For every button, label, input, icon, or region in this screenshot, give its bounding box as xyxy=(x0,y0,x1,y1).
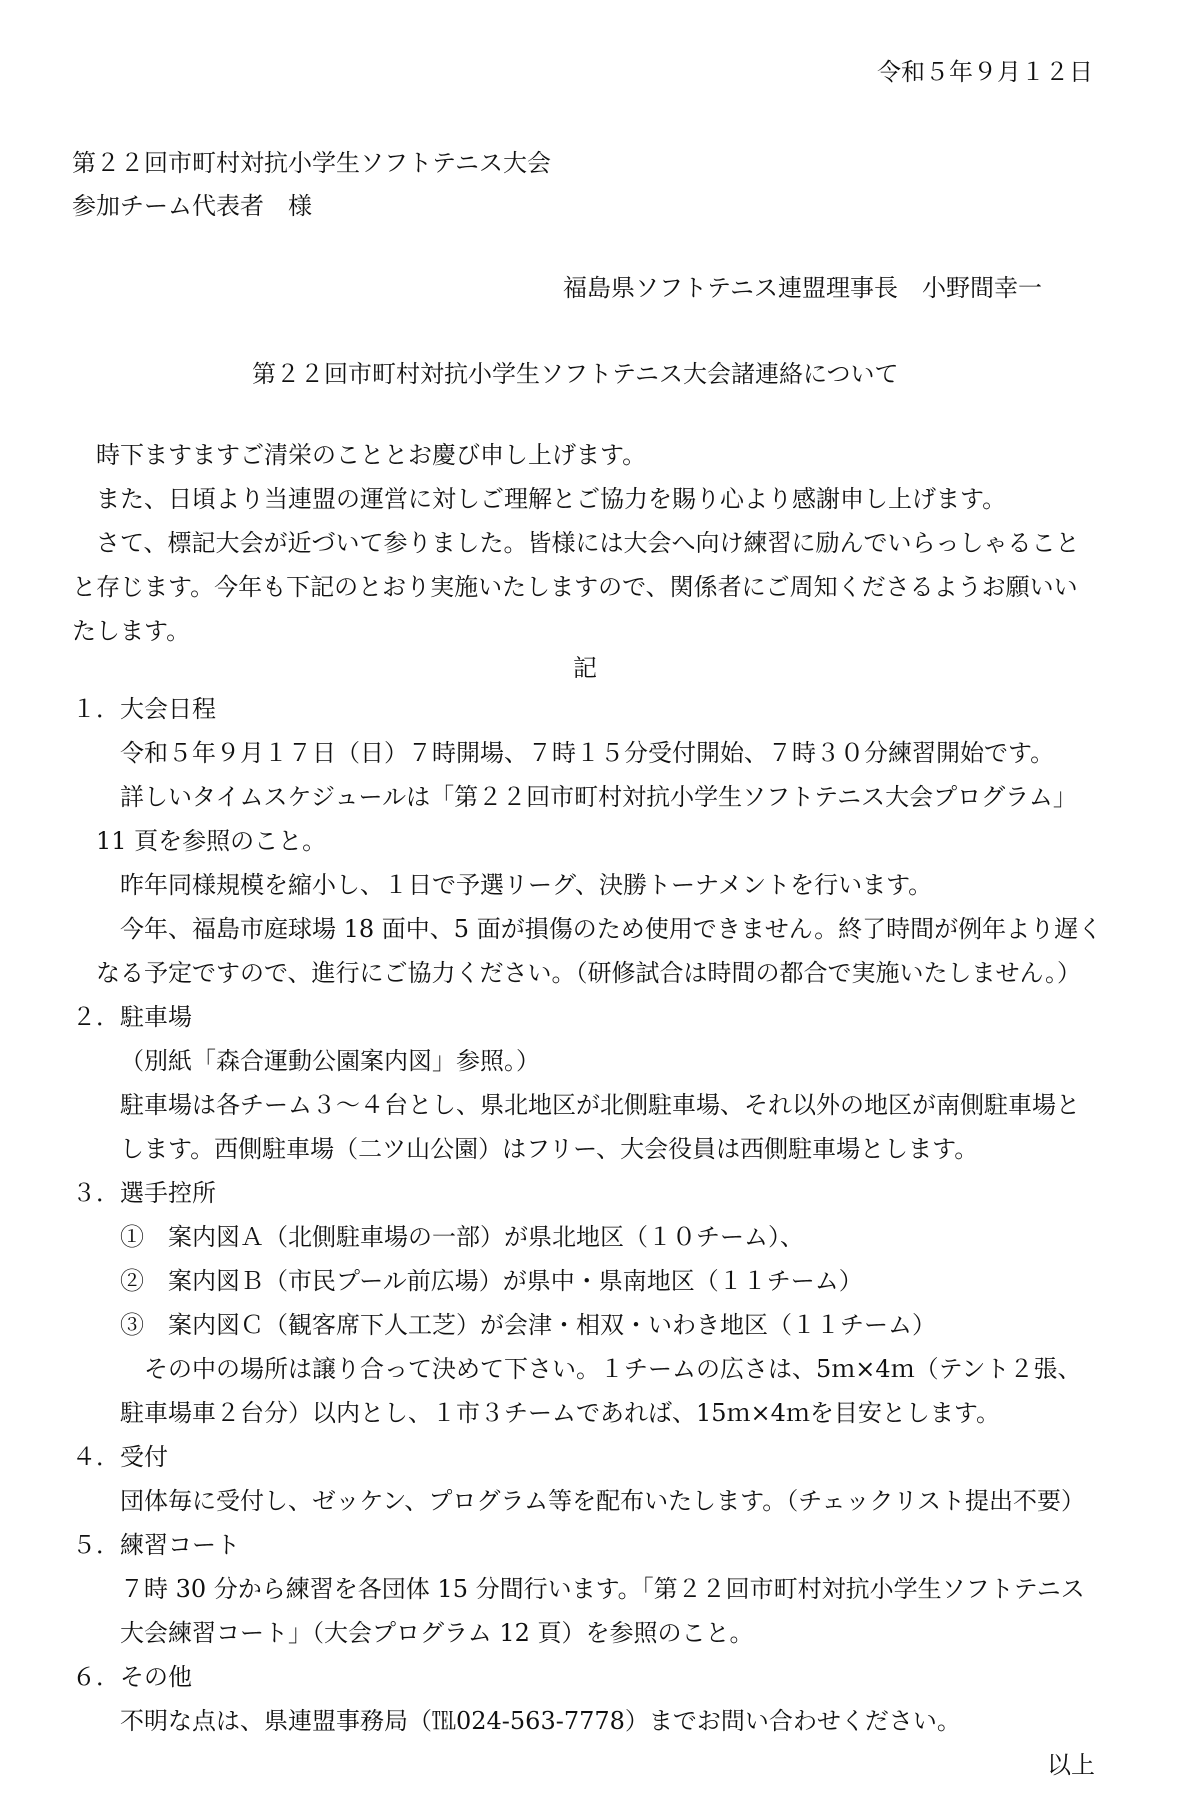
intro-line: また、日頃より当連盟の運営に対しご理解とご協力を賜り心より感謝申し上げます。 xyxy=(96,485,1007,513)
schedule-line: 11 頁を参照のこと。 xyxy=(96,827,327,855)
player-area-line: 駐車場車２台分）以内とし、１市３チームであれば、15ｍ×4ｍを目安とします。 xyxy=(120,1399,1000,1427)
player-area-line: ③ 案内図Ｃ（観客席下人工芝）が会津・相双・いわき地区（１１チーム） xyxy=(120,1311,936,1339)
player-area-line: ② 案内図Ｂ（市民プール前広場）が県中・県南地区（１１チーム） xyxy=(120,1267,863,1295)
parking-line: します。西側駐車場（二ツ山公園）はフリー、大会役員は西側駐車場とします。 xyxy=(120,1135,979,1163)
addressee-recipient: 参加チーム代表者 様 xyxy=(72,192,312,220)
schedule-line: なる予定ですので、進行にご協力ください。（研修試合は時間の都合で実施いたしません。） xyxy=(96,959,1081,987)
intro-line: さて、標記大会が近づいて参りました。皆様には大会へ向け練習に励んでいらっしゃること xyxy=(96,529,1080,557)
closing-mark: 以上 xyxy=(1047,1751,1095,1779)
reception-line: 団体毎に受付し、ゼッケン、プログラム等を配布いたします。（チェックリスト提出不要） xyxy=(120,1487,1086,1515)
sender: 福島県ソフトテニス連盟理事長 小野間幸一 xyxy=(563,274,1043,302)
schedule-line: 昨年同様規模を縮小し、１日で予選リーグ、決勝トーナメントを行います。 xyxy=(120,871,933,899)
schedule-line: 今年、福島市庭球場 18 面中、5 面が損傷のため使用できません。終了時間が例年より遅く xyxy=(120,915,1103,943)
intro-line: 時下ますますご清栄のこととお慶び申し上げます。 xyxy=(96,441,647,469)
addressee-event: 第２２回市町村対抗小学生ソフトテニス大会 xyxy=(72,149,552,177)
document-title: 第２２回市町村対抗小学生ソフトテニス大会諸連絡について xyxy=(252,360,899,388)
player-area-line: ① 案内図Ａ（北側駐車場の一部）が県北地区（１０チーム）、 xyxy=(120,1223,804,1251)
practice-court-line: 大会練習コート」（大会プログラム 12 頁）を参照のこと。 xyxy=(120,1619,754,1647)
schedule-line: 詳しいタイムスケジュールは「第２２回市町村対抗小学生ソフトテニス大会プログラム」 xyxy=(120,783,1077,811)
other-line: 不明な点は、県連盟事務局（℡024-563-7778）までお問い合わせください。 xyxy=(120,1707,961,1735)
section-heading-schedule: １．大会日程 xyxy=(72,695,216,723)
parking-line: 駐車場は各チーム３～４台とし、県北地区が北側駐車場、それ以外の地区が南側駐車場と xyxy=(120,1091,1080,1119)
schedule-line: 令和５年９月１７日（日）７時開場、７時１５分受付開始、７時３０分練習開始です。 xyxy=(120,739,1055,767)
section-heading-reception: ４．受付 xyxy=(72,1443,168,1471)
section-heading-player-area: ３．選手控所 xyxy=(72,1179,216,1207)
player-area-line: その中の場所は譲り合って決めて下さい。１チームの広さは、5ｍ×4ｍ（テント２張、 xyxy=(144,1355,1082,1383)
document-date: 令和５年９月１２日 xyxy=(877,58,1093,86)
section-heading-parking: ２．駐車場 xyxy=(72,1003,192,1031)
parking-line: （別紙「森合運動公園案内図」参照。） xyxy=(120,1047,540,1075)
section-heading-practice-court: ５．練習コート xyxy=(72,1531,240,1559)
practice-court-line: ７時 30 分から練習を各団体 15 分間行います。「第２２回市町村対抗小学生ソフトテニス xyxy=(120,1575,1085,1603)
intro-line: と存じます。今年も下記のとおり実施いたしますので、関係者にご周知くださるようお願いい xyxy=(72,573,1078,601)
section-heading-other: ６．その他 xyxy=(72,1663,192,1691)
intro-line: たします。 xyxy=(72,617,191,645)
ki-marker: 記 xyxy=(573,654,597,682)
